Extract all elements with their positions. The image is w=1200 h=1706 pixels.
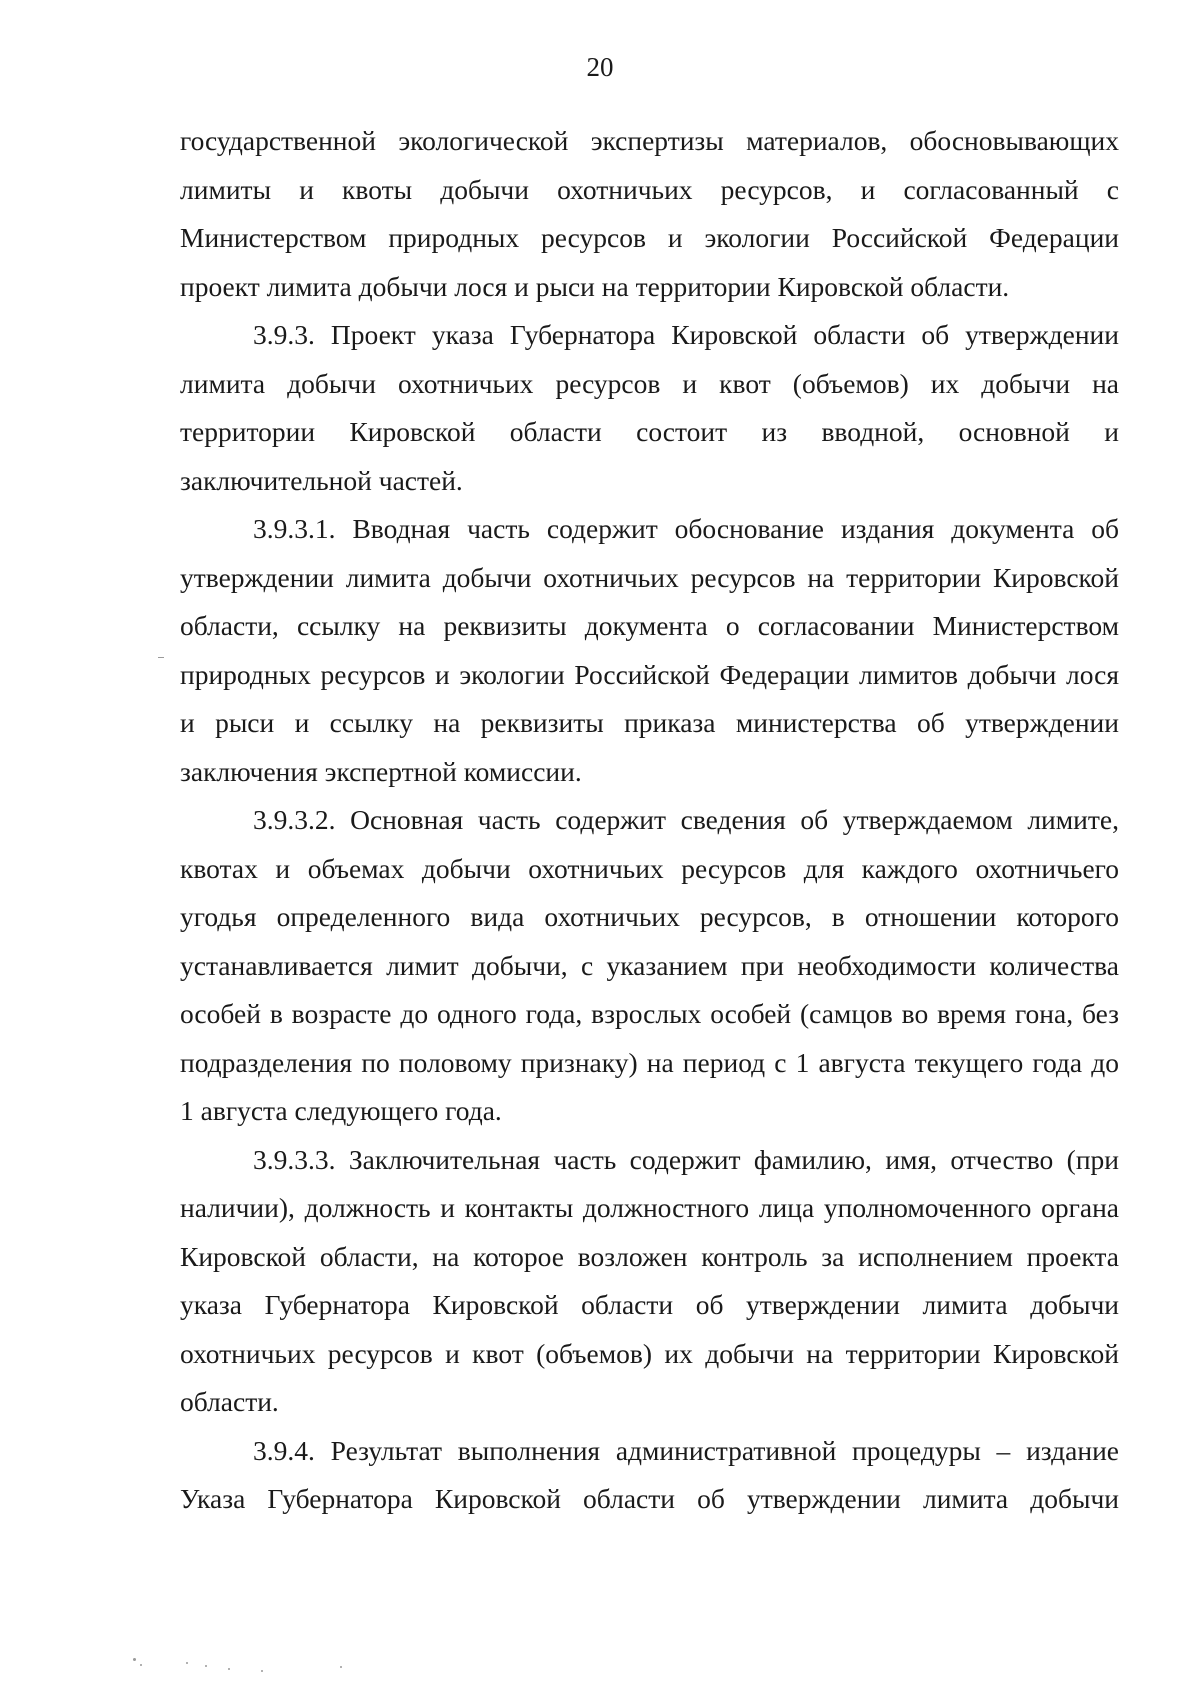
text-line: заключительной частей.	[180, 464, 463, 496]
page-number: 20	[586, 52, 614, 82]
paragraph-3-9-3-2	[180, 796, 1119, 1136]
scan-artifact	[228, 1668, 230, 1670]
scan-artifact	[133, 1658, 136, 1661]
text-line: 3.9.4. Результат выполнения административной процедуры – издание	[253, 1434, 1119, 1466]
scan-artifact	[140, 1664, 142, 1666]
text-line: наличии), должность и контакты должностного лица уполномоченного органа	[180, 1192, 1119, 1223]
paragraph-3-9-3-1	[180, 505, 1119, 796]
text-line: 3.9.3.1. Вводная часть содержит обоснование издания документа об	[253, 513, 1119, 544]
scan-artifact	[186, 1662, 188, 1664]
text-line: Министерством природных ресурсов и экологии Российской Федерации	[180, 222, 1119, 253]
text-line: области, ссылку на реквизиты документа о согласовании Министерством	[180, 610, 1119, 641]
text-line: утверждении лимита добычи охотничьих ресурсов на территории Кировской	[180, 561, 1119, 593]
text-line: государственной экологической экспертизы материалов, обосновывающих	[180, 125, 1119, 156]
text-line: и рыси и ссылку на реквизиты приказа министерства об утверждении	[180, 707, 1119, 738]
text-line: Указа Губернатора Кировской области об утверждении лимита добычи	[180, 1483, 1119, 1514]
scan-artifact	[261, 1670, 263, 1672]
paragraph-3-9-3	[180, 311, 1119, 505]
text-line: охотничьих ресурсов и квот (объемов) их добычи на территории Кировской	[180, 1337, 1119, 1369]
paragraph-continuation	[180, 117, 1119, 311]
text-line: квотах и объемах добычи охотничьих ресурсов для каждого охотничьего	[180, 852, 1119, 884]
text-line: 3.9.3.3. Заключительная часть содержит фамилию, имя, отчество (при	[253, 1143, 1119, 1175]
paragraph-3-9-3-3	[180, 1136, 1119, 1427]
document-body	[180, 117, 1119, 1524]
scan-artifact	[158, 657, 164, 658]
text-line: территории Кировской области состоит из вводной, основной и	[180, 416, 1119, 447]
text-line: подразделения по половому признаку) на период с 1 августа текущего года до	[180, 1046, 1119, 1078]
scan-artifact	[340, 1666, 342, 1668]
text-line: 1 августа следующего года.	[180, 1095, 502, 1126]
text-line: лимита добычи охотничьих ресурсов и квот (объемов) их добычи на	[180, 367, 1119, 399]
text-line: указа Губернатора Кировской области об утверждении лимита добычи	[180, 1289, 1119, 1320]
text-line: 3.9.3.2. Основная часть содержит сведения об утверждаемом лимите,	[253, 804, 1119, 835]
text-line: 3.9.3. Проект указа Губернатора Кировской области об утверждении	[253, 319, 1119, 350]
paragraph-3-9-4	[180, 1427, 1119, 1524]
text-line: проект лимита добычи лося и рыси на территории Кировской области.	[180, 270, 1010, 302]
text-line: природных ресурсов и экологии Российской Федерации лимитов добычи лося	[180, 658, 1119, 690]
scan-artifact	[205, 1665, 207, 1667]
text-line: области.	[180, 1386, 279, 1417]
text-line: угодья определенного вида охотничьих ресурсов, в отношении которого	[180, 901, 1119, 932]
text-line: устанавливается лимит добычи, с указанием при необходимости количества	[180, 949, 1119, 981]
text-line: лимиты и квоты добычи охотничьих ресурсов, и согласованный с	[180, 173, 1119, 205]
text-line: заключения экспертной комиссии.	[180, 755, 582, 787]
text-line: особей в возрасте до одного года, взрослых особей (самцов во время гона, без	[180, 998, 1119, 1029]
text-line: Кировской области, на которое возложен контроль за исполнением проекта	[180, 1240, 1119, 1272]
